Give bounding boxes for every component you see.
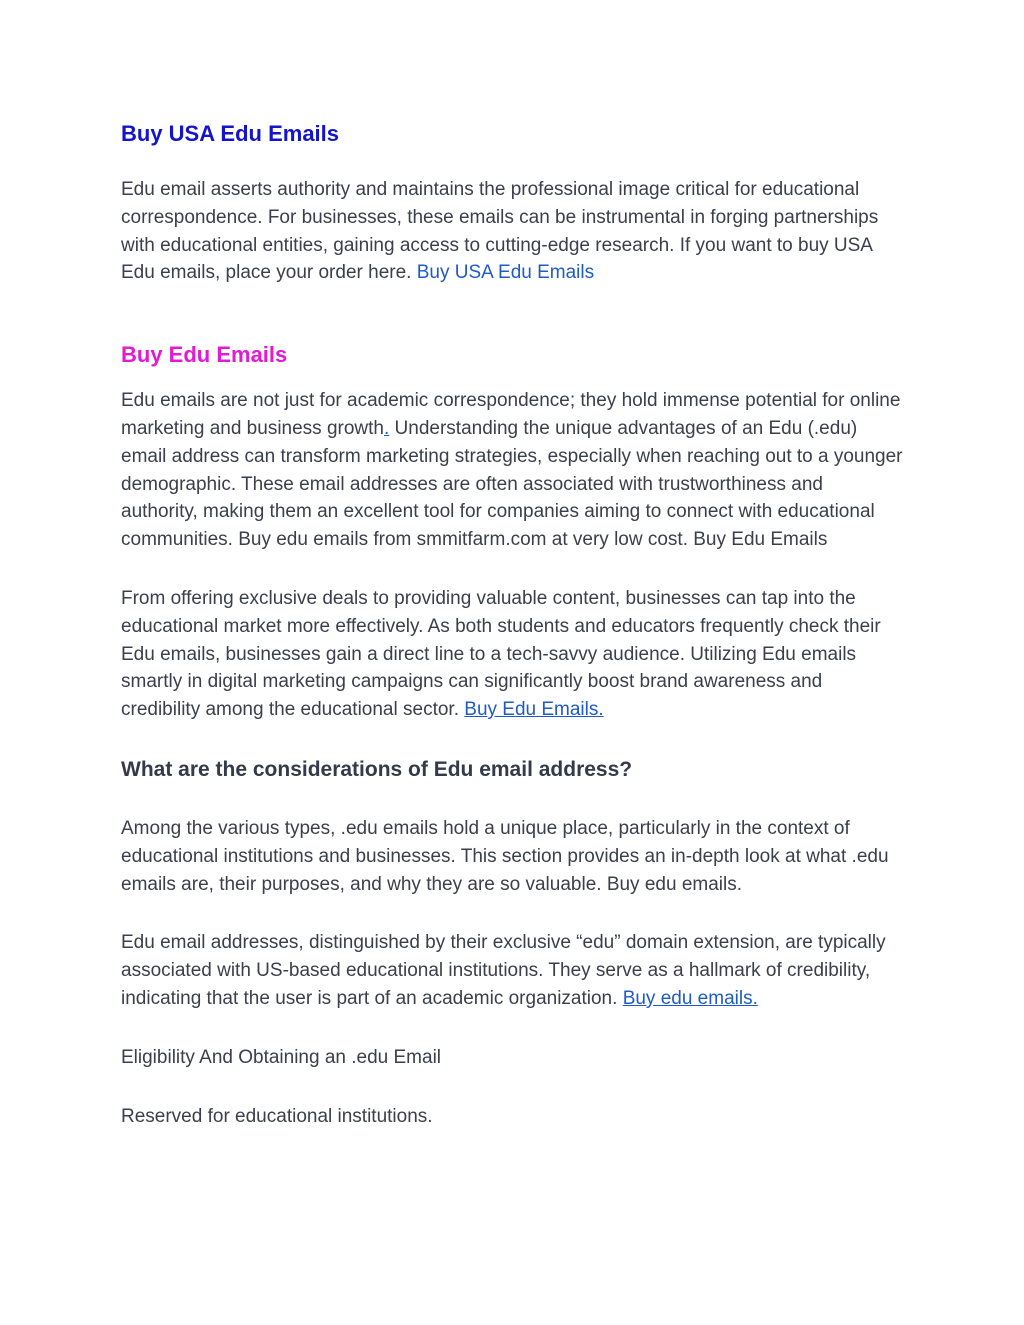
paragraph-text: Edu emails are not just for academic correspondence; they hold immense potential for online marketing and business growth bbox=[121, 390, 901, 439]
link-period[interactable]: . bbox=[383, 417, 390, 439]
paragraph-usa-edu-intro bbox=[121, 176, 904, 287]
link-buy-usa-edu-emails[interactable]: Buy USA Edu Emails bbox=[416, 262, 595, 284]
paragraph-exclusive-deals bbox=[121, 585, 904, 724]
paragraph-text: Edu email addresses, distinguished by their exclusive “edu” domain extension, are typically associated with US-based educational institutions. They serve as a hallmark of credibility, indicating that the user is part of an academic organization. bbox=[121, 932, 886, 1009]
link-buy-edu-emails[interactable]: Buy Edu Emails. bbox=[464, 699, 604, 721]
paragraph-edu-unique-place: Among the various types, .edu emails hold a unique place, particularly in the context of educational institutions and businesses. This section provides an in-depth look at what .edu emails are, their purposes, and why they are so valuable. Buy edu emails. bbox=[121, 817, 889, 895]
heading-buy-edu-emails: Buy Edu Emails bbox=[121, 342, 288, 368]
paragraph-eligibility: Eligibility And Obtaining an .edu Email bbox=[121, 1046, 442, 1068]
paragraph-text: Understanding the unique advantages of an Edu (.edu) email address can transform marketing strategies, especially when reaching out to a younger demographic. These email addresses are often associated with trustworthiness and authority, making them an excellent tool for companies aiming to connect with educational communities. Buy edu emails from smmitfarm.com at very low cost. Buy Edu Emails bbox=[121, 417, 903, 551]
paragraph-text: From offering exclusive deals to providing valuable content, businesses can tap into the educational market more effectively. As both students and educators frequently check their Edu emails, businesses gain a direct line to a tech-savvy audience. Utilizing Edu emails smartly in digital marketing campaigns can significantly boost brand awareness and credibility among the educational sector. bbox=[121, 587, 881, 721]
paragraph-reserved: Reserved for educational institutions. bbox=[121, 1105, 433, 1127]
paragraph-edu-domain-extension bbox=[121, 929, 904, 1012]
heading-buy-usa-edu-emails: Buy USA Edu Emails bbox=[121, 121, 340, 146]
paragraph-edu-emails-potential bbox=[121, 387, 904, 554]
link-buy-edu-emails-lower[interactable]: Buy edu emails. bbox=[622, 987, 758, 1009]
heading-considerations: What are the considerations of Edu email address? bbox=[121, 757, 633, 781]
paragraph-text: Edu email asserts authority and maintains the professional image critical for educational correspondence. For businesses, these emails can be instrumental in forging partnerships with educational entities, gaining access to cutting-edge research. If you want to buy USA Edu emails, place your order here. bbox=[121, 179, 879, 284]
